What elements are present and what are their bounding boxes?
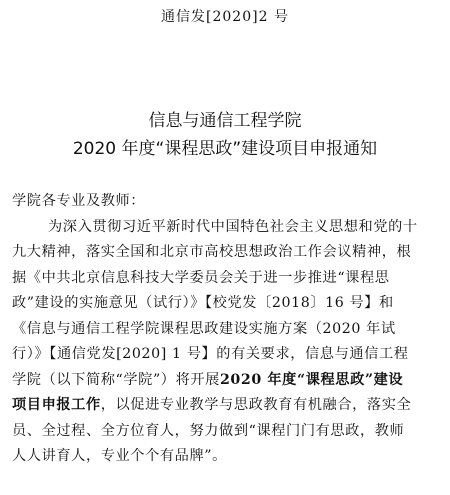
body-line-1: 为深入贯彻习近平新时代中国特色社会主义思想和党的十 xyxy=(48,218,418,235)
body-line-6: 行）》【通信党发[2020] 1 号】的有关要求，信息与通信工程 xyxy=(12,346,409,362)
salutation: 学院各专业及教师： xyxy=(12,193,146,209)
body-line-8 xyxy=(12,393,444,419)
body-line-7-emphasis: 2020 年度“课程思政”建设 xyxy=(219,371,404,388)
body-line-9: 员、全过程、全方位育人，努力做到“课程门门有思政，教师 xyxy=(12,422,405,439)
body-line-8-text: ，以促进专业教学与思政教育有机融合，落实全 xyxy=(100,397,412,413)
body-line-2: 九大精神，落实全国和北京市高校思想政治工作会议精神，根 xyxy=(12,244,412,260)
title-line-2: 2020 年度“课程思政”建设项目申报通知 xyxy=(72,139,378,159)
title-line-1: 信息与通信工程学院 xyxy=(148,111,302,131)
body-line-7 xyxy=(12,368,444,394)
body-line-3: 据《中共北京信息科技大学委员会关于进一步推进“课程思 xyxy=(12,269,390,286)
body-line-5: 《信息与通信工程学院课程思政建设实施方案（2020 年试 xyxy=(12,320,396,337)
body-line-10: 人人讲育人，专业个个有品牌”。 xyxy=(12,448,227,464)
document-title xyxy=(0,107,450,163)
body-line-7-text: 学院（以下简称“学院”）将开展 xyxy=(12,371,220,388)
body-line-4: 政”建设的实施意见（试行）》【校党发〔2018〕16 号】和 xyxy=(12,295,394,311)
document-body xyxy=(12,189,444,470)
body-line-8-emphasis: 项目申报工作 xyxy=(12,397,101,413)
document-number: 通信发[2020]2 号 xyxy=(161,9,289,25)
